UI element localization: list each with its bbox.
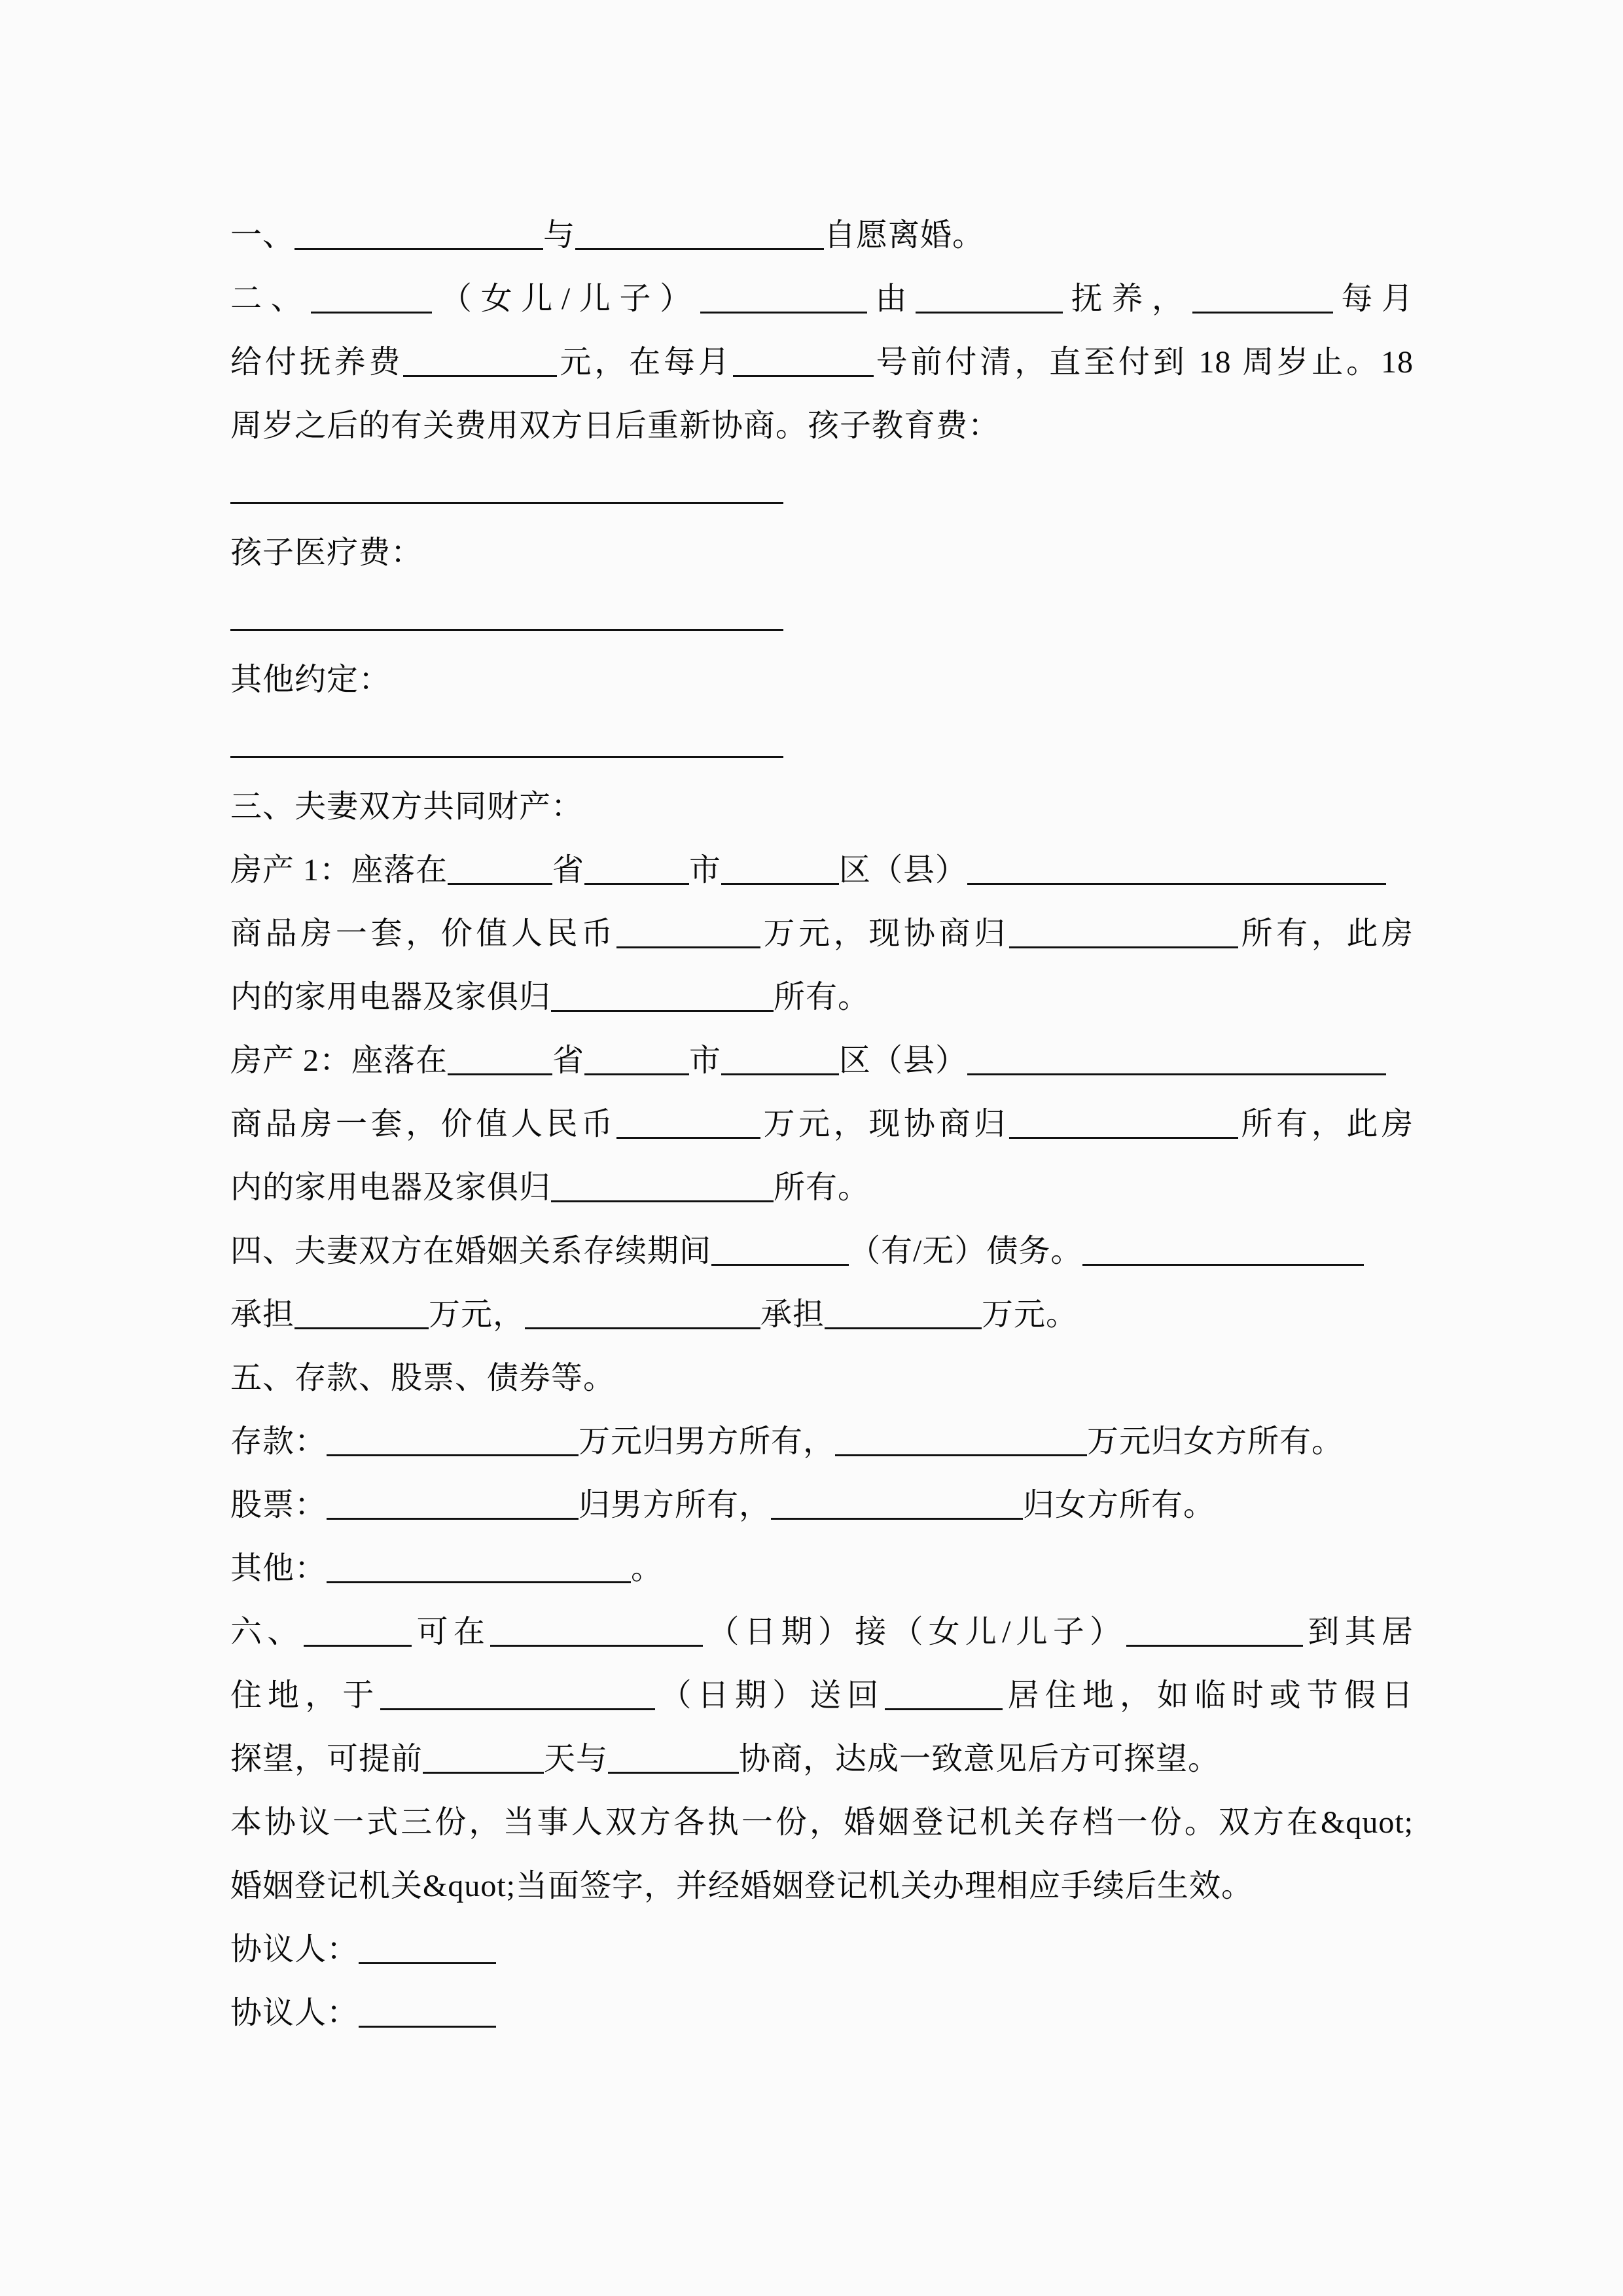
fill-in-blank [380, 1677, 655, 1710]
text-run: 承担 [760, 1297, 825, 1332]
text-run: （日期）送回 [654, 1678, 885, 1713]
text-run: （有/无）债务。 [849, 1234, 1083, 1268]
fill-in-blank [448, 852, 552, 885]
fill-in-blank [1009, 915, 1238, 948]
text-run: 到其居 [1303, 1615, 1414, 1649]
text-run: 每月 [1332, 281, 1414, 316]
text-run: 自愿离婚。 [824, 218, 985, 253]
fill-in-blank [327, 1550, 631, 1583]
text-run: 四、夫妻双方在婚姻关系存续期间 [230, 1234, 712, 1268]
text-run: 婚姻登记机关&quot;当面签字，并经婚姻登记机关办理相应手续后生效。 [230, 1869, 1254, 1903]
fill-in-blank [311, 280, 432, 314]
text-run: 其他： [230, 1551, 327, 1586]
fill-in-blank [294, 1296, 429, 1329]
fill-in-blank [771, 1486, 1023, 1520]
text-run: 股票： [230, 1488, 327, 1522]
fill-in-blank [575, 217, 824, 250]
fill-in-blank [584, 1042, 689, 1075]
text-run: 一、 [230, 218, 295, 253]
text-run: 住地，于 [230, 1678, 380, 1713]
text-run: 所有。 [774, 1170, 870, 1205]
fill-in-blank [403, 344, 557, 377]
clause-6-visitation-line2 [230, 1664, 1414, 1727]
text-run: 归男方所有， [579, 1488, 772, 1522]
fill-in-blank [733, 344, 874, 377]
text-run: 所有，此房 [1238, 1107, 1414, 1141]
fill-in-blank [448, 1042, 552, 1075]
text-run: 存款： [230, 1424, 327, 1459]
fill-in-blank [1082, 1232, 1364, 1266]
fill-in-blank [327, 1486, 579, 1520]
text-run: 市 [689, 853, 722, 888]
copies-clause-line2 [230, 1854, 1414, 1918]
fill-in-blank [525, 1296, 760, 1329]
fill-in-blank [1192, 280, 1333, 314]
fill-in-blank [584, 852, 689, 885]
text-run: 给付抚养费 [230, 345, 404, 380]
fill-in-blank [967, 852, 1386, 885]
fill-in-blank [230, 471, 783, 504]
text-run: 六、 [230, 1615, 304, 1649]
text-run: 。 [631, 1551, 664, 1586]
signatory-line-1 [230, 1918, 1414, 1981]
fill-in-blank [230, 725, 783, 758]
other-agreement-label [230, 648, 1414, 711]
text-run: 承担 [230, 1297, 295, 1332]
fill-in-blank [327, 1423, 579, 1456]
fill-in-blank [1009, 1105, 1238, 1139]
text-run: 万元，现协商归 [760, 1107, 1009, 1141]
fill-in-blank [230, 598, 783, 631]
fill-in-blank [1126, 1613, 1303, 1647]
clause-6-visitation-line3 [230, 1727, 1414, 1791]
savings-line [230, 1410, 1414, 1473]
text-run: 五、存款、股票、债券等。 [230, 1361, 616, 1395]
fill-in-blank [885, 1677, 1003, 1710]
fill-in-blank [608, 1740, 739, 1774]
text-run: 内的家用电器及家俱归 [230, 1170, 552, 1205]
text-run: （女儿/儿子） [432, 281, 700, 316]
fill-in-blank [711, 1232, 849, 1266]
property-1-contents-line [230, 965, 1414, 1029]
text-run: 可在 [412, 1615, 491, 1649]
text-run: 抚养， [1063, 281, 1192, 316]
text-run: 万元， [429, 1297, 526, 1332]
clause-4-debts-line2 [230, 1283, 1414, 1346]
text-run: 与 [543, 218, 576, 253]
clause-5-savings-heading [230, 1346, 1414, 1410]
clause-6-visitation-line1 [230, 1600, 1414, 1664]
medical-fee-blank-line [230, 584, 1414, 648]
text-run: 协商，达成一致意见后方可探望。 [739, 1742, 1221, 1776]
text-run: 所有。 [774, 980, 870, 1014]
property-2-location-line [230, 1029, 1414, 1092]
text-run: 省 [552, 853, 585, 888]
property-1-value-line [230, 902, 1414, 965]
text-run: 万元，现协商归 [760, 916, 1009, 951]
fill-in-blank [825, 1296, 982, 1329]
fill-in-blank [304, 1613, 412, 1647]
fill-in-blank [294, 217, 543, 250]
text-run: 元，在每月 [557, 345, 733, 380]
text-run: 号前付清，直至付到 18 周岁止。18 [873, 345, 1414, 380]
text-run: 其他约定： [230, 662, 391, 697]
text-run: 协议人： [230, 1932, 359, 1967]
fill-in-blank [616, 1105, 760, 1139]
text-run: 区（县） [839, 853, 968, 888]
clause-1-voluntary-divorce [230, 204, 1414, 267]
fill-in-blank [616, 915, 760, 948]
text-run: 孩子医疗费： [230, 535, 423, 570]
text-run: 所有，此房 [1238, 916, 1414, 951]
fill-in-blank [967, 1042, 1386, 1075]
text-run: 归女方所有。 [1023, 1488, 1216, 1522]
clause-2-custody-line1 [230, 267, 1414, 331]
text-run: 本协议一式三份，当事人双方各执一份，婚姻登记机关存档一份。双方在&quot; [230, 1805, 1414, 1840]
text-run: 二、 [230, 281, 312, 316]
text-run: 区（县） [839, 1043, 968, 1078]
property-2-contents-line [230, 1156, 1414, 1219]
text-run: 房产 1：座落在 [230, 853, 448, 888]
fill-in-blank [359, 1931, 496, 1964]
text-run: 内的家用电器及家俱归 [230, 980, 552, 1014]
fill-in-blank [551, 978, 774, 1012]
other-agreement-blank-line [230, 711, 1414, 775]
fill-in-blank [359, 1994, 496, 2028]
signatory-line-2 [230, 1981, 1414, 2045]
property-1-location-line [230, 838, 1414, 902]
stocks-line [230, 1473, 1414, 1537]
text-run: 周岁之后的有关费用双方日后重新协商。孩子教育费： [230, 408, 1001, 443]
education-fee-blank-line [230, 457, 1414, 521]
document-content [230, 204, 1414, 2045]
text-run: 商品房一套，价值人民币 [230, 1107, 616, 1141]
fill-in-blank [721, 1042, 839, 1075]
text-run: 万元归女方所有。 [1087, 1424, 1344, 1459]
text-run: 三、夫妻双方共同财产： [230, 789, 584, 824]
medical-fee-label [230, 521, 1414, 584]
text-run: 探望，可提前 [230, 1742, 423, 1776]
text-run: 居住地，如临时或节假日 [1002, 1678, 1414, 1713]
clause-3-joint-property [230, 775, 1414, 838]
text-run: 万元。 [982, 1297, 1079, 1332]
text-run: 万元归男方所有， [579, 1424, 836, 1459]
fill-in-blank [423, 1740, 544, 1774]
others-line [230, 1537, 1414, 1600]
text-run: （日期）接（女儿/儿子） [703, 1615, 1127, 1649]
text-run: 房产 2：座落在 [230, 1043, 448, 1078]
fill-in-blank [551, 1169, 774, 1202]
clause-4-debts-line1 [230, 1219, 1414, 1283]
text-run: 市 [689, 1043, 722, 1078]
text-run: 由 [866, 281, 916, 316]
clause-2-custody-line2 [230, 331, 1414, 394]
clause-2-custody-line3 [230, 394, 1414, 457]
text-run: 省 [552, 1043, 585, 1078]
copies-clause-line1 [230, 1791, 1414, 1854]
text-run: 商品房一套，价值人民币 [230, 916, 616, 951]
text-run: 协议人： [230, 1996, 359, 2030]
fill-in-blank [700, 280, 867, 314]
property-2-value-line [230, 1092, 1414, 1156]
fill-in-blank [916, 280, 1063, 314]
text-run: 天与 [544, 1742, 609, 1776]
fill-in-blank [490, 1613, 703, 1647]
fill-in-blank [721, 852, 839, 885]
fill-in-blank [835, 1423, 1087, 1456]
